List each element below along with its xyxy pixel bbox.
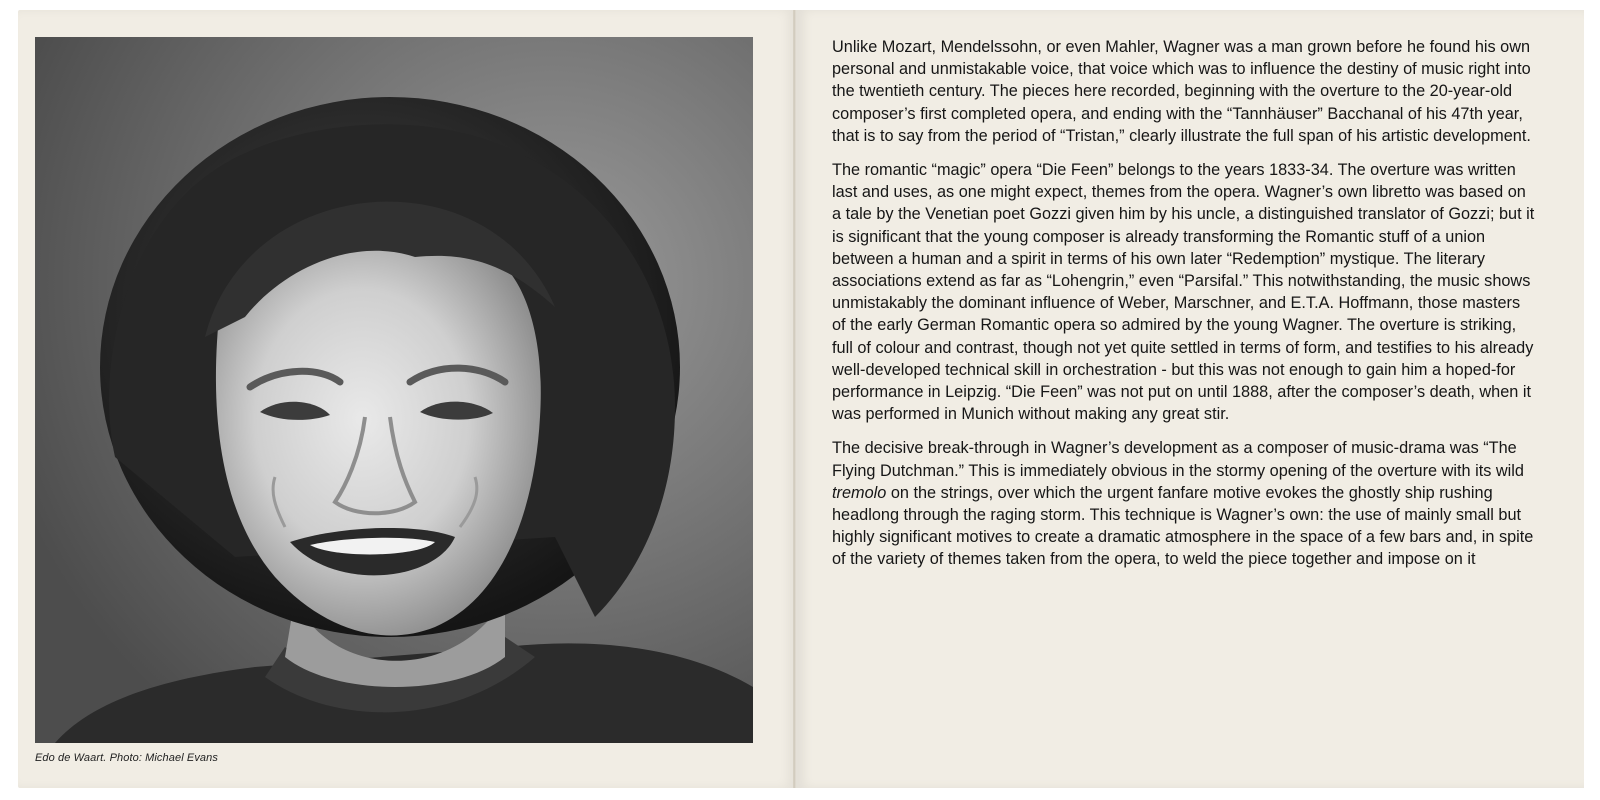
portrait-illustration bbox=[35, 37, 753, 743]
paragraph-text-after: on the strings, over which the urgent fanfare motive evokes the ghostly ship rushing headlong through the raging storm. This technique is Wagner’s own: the use of mainly small but highly significant motives to create a dramatic atmosphere in the space of a few bars and, in spite of the variety of themes taken from the opera, to weld the piece together and impose on it bbox=[832, 483, 1534, 569]
liner-notes-text bbox=[832, 36, 1537, 583]
paragraph-die-feen: The romantic “magic” opera “Die Feen” belongs to the years 1833-34. The overture was written last and uses, as one might expect, themes from the opera. Wagner’s own libretto was based on a tale by the Venetian poet Gozzi given him by his uncle, a distinguished translator of Gozzi; but it is significant that the young composer is already transforming the Romantic stuff of a union between a human and a spirit in terms of his own later “Redemption” mystique. The literary associations extend as far as “Lohengrin,” even “Parsifal.” This notwithstanding, the music shows unmistakably the dominant influence of Weber, Marschner, and E.T.A. Hoffmann, those masters of the early German Romantic opera so admired by the young Wagner. The overture is striking, full of colour and contrast, though not yet quite settled in terms of form, and testifies to his already well-developed technical skill in orchestration - but this was not enough to gain him a hoped-for performance in Leipzig. “Die Feen” was not put on until 1888, after the composer’s death, when it was performed in Munich without making any great stir. bbox=[832, 161, 1535, 424]
emphasis-tremolo: tremolo bbox=[832, 483, 887, 502]
page-gutter bbox=[793, 10, 796, 788]
paragraph-intro: Unlike Mozart, Mendelssohn, or even Mahler, Wagner was a man grown before he found his own personal and unmistakable voice, that voice which was to influence the destiny of music right into the twentieth century. The pieces here recorded, beginning with the overture to the 20-year-old composer’s first completed opera, and ending with the “Tannhäuser” Bacchanal of his 47th year, that is to say from the period of “Tristan,” clearly illustrate the full span of his artistic development. bbox=[832, 38, 1531, 145]
paragraph-flying-dutchman bbox=[832, 437, 1537, 570]
portrait-photo bbox=[35, 37, 753, 743]
paragraph-text-before: The decisive break-through in Wagner’s development as a composer of music-drama was “The Flying Dutchman.” This is immediately obvious in the stormy opening of the overture with its wild bbox=[832, 439, 1524, 480]
photo-caption: Edo de Waart. Photo: Michael Evans bbox=[35, 752, 218, 764]
